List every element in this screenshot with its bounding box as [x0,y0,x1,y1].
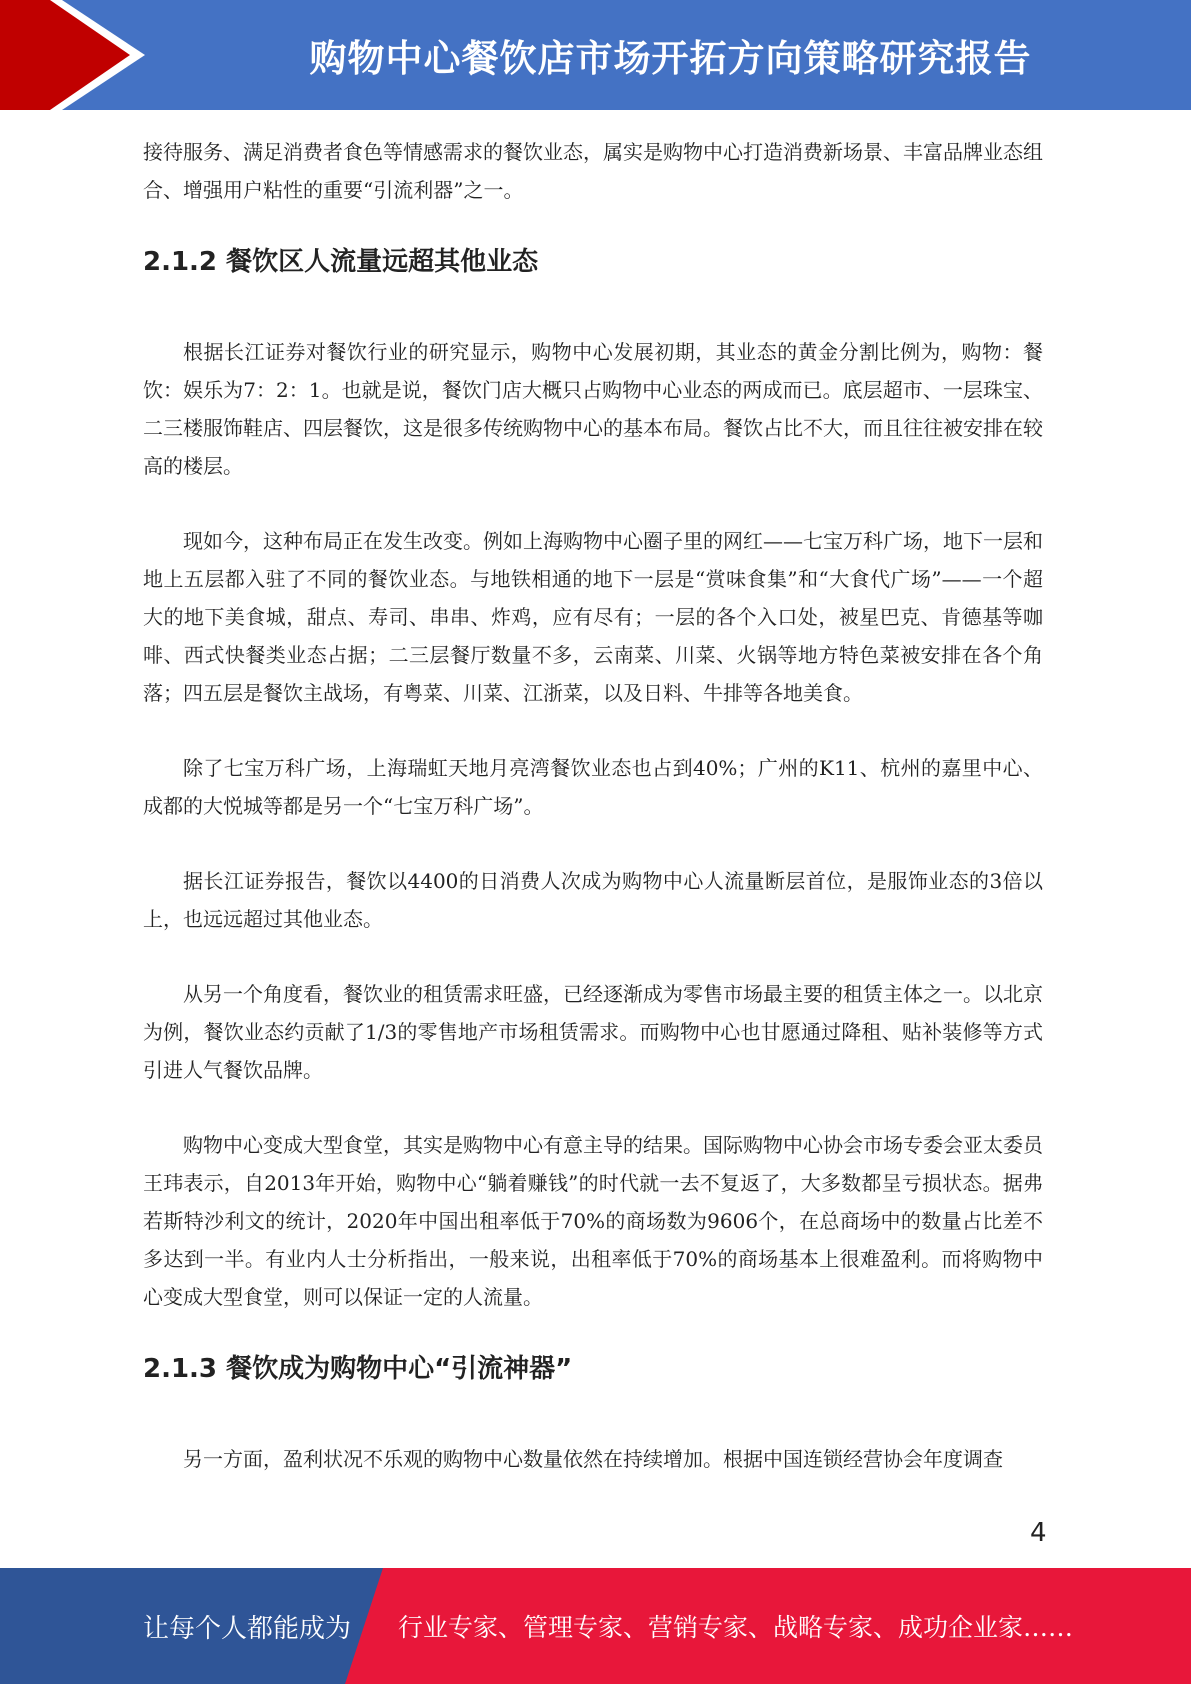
report-body [143,133,1043,1478]
paragraph: 根据长江证券对餐饮行业的研究显示，购物中心发展初期，其业态的黄金分割比例为，购物：餐饮：娱乐为7：2：1。也就是说，餐饮门店大概只占购物中心业态的两成而已。底层超市、一层珠宝、二三楼服饰鞋店、四层餐饮，这是很多传统购物中心的基本布局。餐饮占比不大，而且往往被安排在较高的楼层。 [143,340,1043,478]
paragraph: 另一方面，盈利状况不乐观的购物中心数量依然在持续增加。根据中国连锁经营协会年度调查 [183,1447,1003,1471]
paragraph: 除了七宝万科广场，上海瑞虹天地月亮湾餐饮业态也占到40%；广州的K11、杭州的嘉里中心、成都的大悦城等都是另一个“七宝万科广场”。 [143,756,1043,818]
page-number: 4 [1030,1518,1047,1548]
paragraph: 现如今，这种布局正在发生改变。例如上海购物中心圈子里的网红——七宝万科广场，地下一层和地上五层都入驻了不同的餐饮业态。与地铁相通的地下一层是“赏味食集”和“大食代广场”——一个超大的地下美食城，甜点、寿司、串串、炸鸡，应有尽有；一层的各个入口处，被星巴克、肯德基等咖啡、西式快餐类业态占据；二三层餐厅数量不多，云南菜、川菜、火锅等地方特色菜被安排在各个角落；四五层是餐饮主战场，有粤菜、川菜、江浙菜，以及日料、牛排等各地美食。 [143,529,1043,705]
paragraph: 从另一个角度看，餐饮业的租赁需求旺盛，已经逐渐成为零售市场最主要的租赁主体之一。以北京为例，餐饮业态约贡献了1/3的零售地产市场租赁需求。而购物中心也甘愿通过降租、贴补装修等方式引进人气餐饮品牌。 [143,982,1043,1082]
page-footer [0,1568,1191,1684]
section-heading: 2.1.3 餐饮成为购物中心“引流神器” [143,1354,573,1384]
section-heading: 2.1.2 餐饮区人流量远超其他业态 [143,247,539,277]
paragraph: 购物中心变成大型食堂，其实是购物中心有意主导的结果。国际购物中心协会市场专委会亚太委员王玮表示，自2013年开始，购物中心“躺着赚钱”的时代就一去不复返了，大多数都呈亏损状态。据弗若斯特沙利文的统计，2020年中国出租率低于70%的商场数为9606个，在总商场中的数量占比差不多达到一半。有业内人士分析指出，一般来说，出租率低于70%的商场基本上很难盈利。而将购物中心变成大型食堂，则可以保证一定的人流量。 [143,1133,1043,1309]
paragraph: 据长江证券报告，餐饮以4400的日消费人次成为购物中心人流量断层首位，是服饰业态的3倍以上，也远远超过其他业态。 [143,869,1043,931]
footer-slogan-left: 让每个人都能成为 [143,1613,352,1644]
report-title: 购物中心餐饮店市场开拓方向策略研究报告 [309,37,1032,80]
page-header [0,0,1191,110]
paragraph: 接待服务、满足消费者食色等情感需求的餐饮业态，属实是购物中心打造消费新场景、丰富品牌业态组合、增强用户粘性的重要“引流利器”之一。 [143,140,1043,202]
footer-slogan-right: 行业专家、管理专家、营销专家、战略专家、成功企业家…… [398,1613,1074,1642]
